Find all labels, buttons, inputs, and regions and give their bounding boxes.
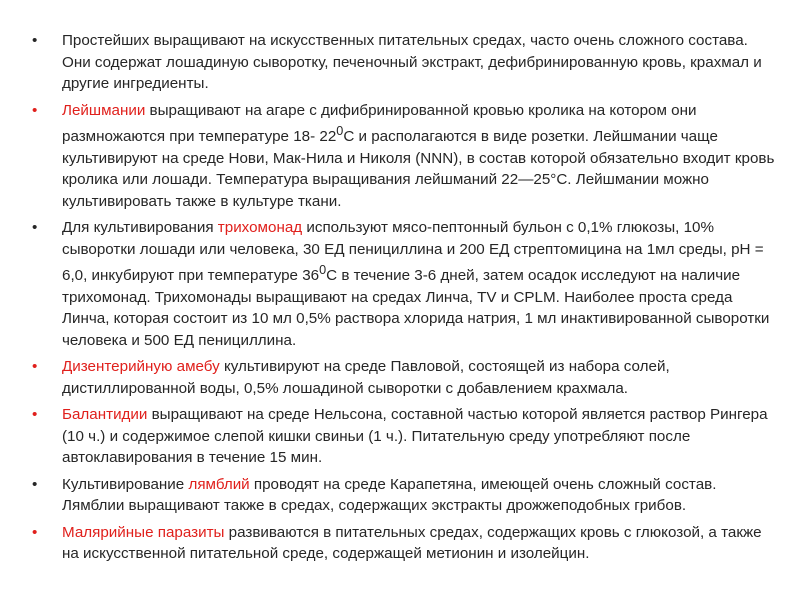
bullet-icon: • — [32, 475, 38, 493]
item-highlight: Балантидии — [62, 406, 148, 424]
list-item — [32, 522, 777, 565]
item-highlight: лямблий — [188, 475, 250, 493]
bullet-icon: • — [32, 523, 38, 541]
item-text: выращивают на агаре с дифибринированной кровью кролика на котором они размножаются при температуре 18- 22 — [62, 101, 697, 146]
list-item — [32, 474, 777, 517]
item-text: используют мясо-пептонный бульон с 0,1% глюкозы, 10% сыворотки лошади или человека, 30 ЕД пенициллина и 200 ЕД стрептомицина на 1мл среды, рН = 6,0, инкубируют при температуре 36 — [62, 219, 764, 285]
list-item — [32, 217, 777, 351]
item-superscript: 0 — [336, 124, 344, 138]
list-item — [32, 100, 777, 213]
item-text: Для культивирования — [62, 219, 218, 237]
item-superscript: 0 — [319, 263, 327, 278]
item-text: культивируют на среде Павловой, состоящей из набора солей, дистиллированной воды, 0,5% лошадиной сыворотки с добавлением крахмала. — [62, 358, 670, 397]
item-highlight: трихомонад — [217, 219, 303, 237]
item-highlight: Лейшмании — [62, 101, 146, 119]
item-text: С в течение 3-6 дней, затем осадок исследуют на наличие трихомонад. Трихомонады выращивают на средах Линча, TV и CPLM. Наиболее проста среда Линча, которая состоит из 10 мл 0,5% раствора хлорида натрия, 1 мл инактивированной сыворотки человека и 500 ЕД пенициллина. — [62, 267, 770, 349]
item-text: выращивают на среде Нельсона, составной частью которой является раствор Рингера (10 ч.) и содержимое слепой кишки свиньи (1 ч.). Питательную среду употребляют после автоклавирования в течение 15 мин. — [62, 406, 768, 467]
list-item — [32, 356, 777, 399]
item-highlight: Малярийные паразиты — [62, 523, 225, 541]
list-item — [32, 30, 777, 95]
list-item — [32, 404, 777, 469]
item-text: С и располагаются в виде розетки. Лейшмании чаще культивируют на среде Нови, Мак-Нила и Николя (NNN), в состав которой обязательно входит кровь кролика или лошади. Температура выращивания лейшманий 22—25°С. Лейшмании можно культивировать также в культуре ткани. — [62, 128, 775, 210]
item-highlight: Дизентерийную амебу — [62, 358, 220, 376]
bullet-icon: • — [32, 219, 38, 237]
bullet-icon: • — [32, 101, 38, 119]
bullet-icon: • — [32, 406, 38, 424]
item-text: Простейших выращивают на искусственных питательных средах, часто очень сложного состава. Они содержат лошадиную сыворотку, печеночный экстракт, дефибринированную кровь, крахмал и другие ингредиенты. — [62, 32, 762, 92]
item-text: проводят на среде Карапетяна, имеющей очень сложный состав. Лямблии выращивают также в средах, содержащих экстракты дрожжеподобных грибов. — [62, 475, 717, 515]
bullet-icon: • — [32, 32, 38, 49]
bullet-icon: • — [32, 358, 38, 376]
item-text: Культивирование — [62, 475, 189, 493]
item-text: развиваются в питательных средах, содержащих кровь с глюкозой, а также на искусственной питательной среде, содержащей метионин и изолейцин. — [62, 523, 762, 563]
bullet-list — [32, 30, 777, 570]
